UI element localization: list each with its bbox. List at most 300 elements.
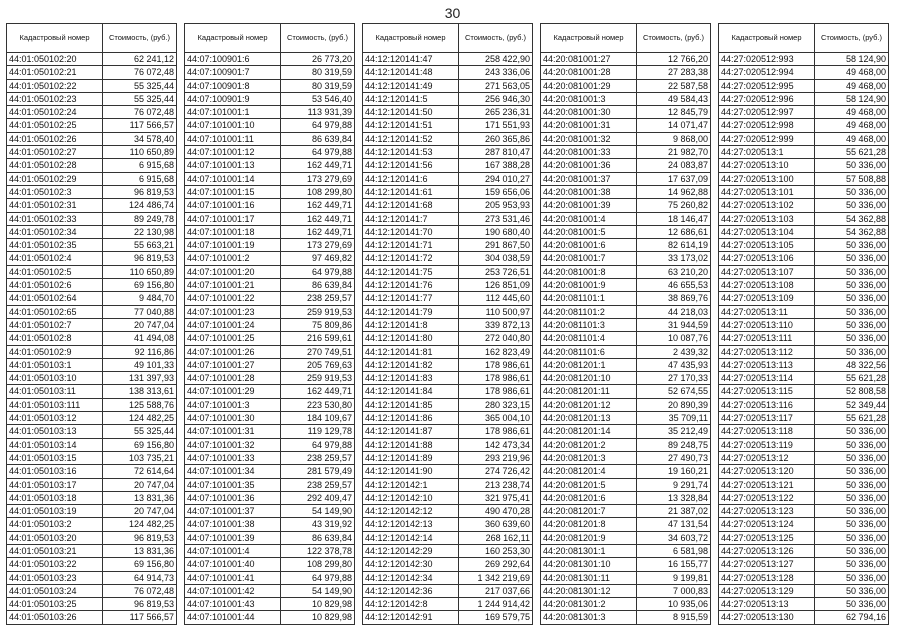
table-row — [541, 318, 711, 331]
header-cost: Стоимость, (руб.) — [103, 24, 177, 53]
table-row — [363, 185, 533, 198]
table-row — [363, 372, 533, 385]
cadastral-number-cell: 44:20:081001:39 — [541, 199, 637, 212]
cadastral-number-cell: 44:07:101001:13 — [185, 159, 281, 172]
cadastral-number-cell: 44:12:120141:87 — [363, 425, 459, 438]
cadastral-number-cell: 44:07:101001:22 — [185, 292, 281, 305]
table-row — [719, 53, 889, 66]
table-row — [7, 265, 177, 278]
table-row — [363, 159, 533, 172]
cost-cell: 162 449,71 — [281, 159, 355, 172]
cadastral-number-cell: 44:07:101001:43 — [185, 598, 281, 611]
cost-cell: 92 116,86 — [103, 345, 177, 358]
cost-cell: 50 336,00 — [815, 544, 889, 557]
cost-cell: 13 328,84 — [637, 491, 711, 504]
table-row — [541, 199, 711, 212]
table-row — [185, 146, 355, 159]
cadastral-number-cell: 44:12:120141:61 — [363, 185, 459, 198]
cadastral-number-cell: 44:20:081201:13 — [541, 412, 637, 425]
cadastral-number-cell: 44:12:120141:68 — [363, 199, 459, 212]
cadastral-number-cell: 44:01:050103:2 — [7, 518, 103, 531]
table-row — [185, 53, 355, 66]
table-row — [363, 212, 533, 225]
table-row — [719, 146, 889, 159]
cadastral-number-cell: 44:20:081101:2 — [541, 305, 637, 318]
cadastral-number-cell: 44:01:050103:20 — [7, 531, 103, 544]
table-row — [363, 558, 533, 571]
cost-cell: 291 867,50 — [459, 239, 533, 252]
cadastral-number-cell: 44:20:081201:7 — [541, 505, 637, 518]
table-row — [185, 79, 355, 92]
table-row — [719, 491, 889, 504]
cadastral-number-cell: 44:07:101001:12 — [185, 146, 281, 159]
cadastral-number-cell: 44:27:020513:100 — [719, 172, 815, 185]
cadastral-number-cell: 44:12:120142:29 — [363, 544, 459, 557]
cadastral-number-cell: 44:20:081101:1 — [541, 292, 637, 305]
cadastral-number-cell: 44:27:020513:125 — [719, 531, 815, 544]
cost-cell: 110 500,97 — [459, 305, 533, 318]
cadastral-number-cell: 44:27:020513:114 — [719, 372, 815, 385]
cadastral-number-cell: 44:12:120141:84 — [363, 385, 459, 398]
table-row — [541, 425, 711, 438]
cost-cell: 259 919,53 — [281, 305, 355, 318]
cadastral-number-cell: 44:27:020513:120 — [719, 465, 815, 478]
cadastral-number-cell: 44:01:050102:25 — [7, 119, 103, 132]
cadastral-number-cell: 44:01:050103:10 — [7, 372, 103, 385]
cadastral-number-cell: 44:01:050103:14 — [7, 438, 103, 451]
cost-cell: 49 584,43 — [637, 92, 711, 105]
header-cadastral-number: Кадастровый номер — [719, 24, 815, 53]
cadastral-number-cell: 44:27:020513:119 — [719, 438, 815, 451]
cadastral-number-cell: 44:20:081201:3 — [541, 451, 637, 464]
cadastral-number-cell: 44:07:101001:32 — [185, 438, 281, 451]
header-row — [7, 24, 177, 53]
cadastral-number-cell: 44:27:020513:10 — [719, 159, 815, 172]
header-row — [363, 24, 533, 53]
cost-cell: 321 975,41 — [459, 491, 533, 504]
cadastral-number-cell: 44:20:081301:3 — [541, 611, 637, 624]
cadastral-number-cell: 44:01:050102:29 — [7, 172, 103, 185]
table-row — [541, 252, 711, 265]
cost-cell: 131 397,93 — [103, 372, 177, 385]
table-row — [541, 544, 711, 557]
cost-cell: 55 325,44 — [103, 92, 177, 105]
cost-cell: 48 322,56 — [815, 358, 889, 371]
table-row — [363, 279, 533, 292]
cadastral-number-cell: 44:12:120141:48 — [363, 66, 459, 79]
table-row — [719, 79, 889, 92]
cadastral-number-cell: 44:12:120141:8 — [363, 318, 459, 331]
cadastral-number-cell: 44:12:120141:52 — [363, 132, 459, 145]
cost-cell: 50 336,00 — [815, 279, 889, 292]
cost-cell: 96 819,53 — [103, 598, 177, 611]
cadastral-number-cell: 44:27:020513:102 — [719, 199, 815, 212]
table-row — [363, 79, 533, 92]
cadastral-number-cell: 44:12:120141:50 — [363, 106, 459, 119]
cadastral-number-cell: 44:01:050102:64 — [7, 292, 103, 305]
table-row — [719, 318, 889, 331]
cadastral-number-cell: 44:27:020512:997 — [719, 106, 815, 119]
table-row — [185, 212, 355, 225]
table-row — [719, 451, 889, 464]
cost-cell: 10 829,98 — [281, 611, 355, 624]
table-row — [7, 571, 177, 584]
cadastral-number-cell: 44:12:120141:82 — [363, 358, 459, 371]
table-row — [185, 571, 355, 584]
cost-cell: 55 663,21 — [103, 239, 177, 252]
cadastral-number-cell: 44:12:120142:36 — [363, 584, 459, 597]
table-row — [185, 172, 355, 185]
table-row — [541, 185, 711, 198]
cost-cell: 62 241,12 — [103, 53, 177, 66]
cost-cell: 33 173,02 — [637, 252, 711, 265]
table-row — [185, 106, 355, 119]
header-row — [185, 24, 355, 53]
table-row — [7, 212, 177, 225]
cost-cell: 52 349,44 — [815, 398, 889, 411]
cost-cell: 50 336,00 — [815, 185, 889, 198]
cost-cell: 268 162,11 — [459, 531, 533, 544]
cadastral-number-cell: 44:20:081001:3 — [541, 92, 637, 105]
cadastral-number-cell: 44:12:120141:76 — [363, 279, 459, 292]
table-row — [7, 425, 177, 438]
cost-cell: 89 249,78 — [103, 212, 177, 225]
cadastral-number-cell: 44:07:101001:2 — [185, 252, 281, 265]
cost-cell: 103 735,21 — [103, 451, 177, 464]
cadastral-number-cell: 44:27:020513:123 — [719, 505, 815, 518]
table-row — [363, 119, 533, 132]
table-row — [7, 491, 177, 504]
table-row — [7, 478, 177, 491]
table-row — [719, 279, 889, 292]
cost-cell: 50 336,00 — [815, 239, 889, 252]
cost-cell: 53 546,40 — [281, 92, 355, 105]
cadastral-number-cell: 44:07:101001:39 — [185, 531, 281, 544]
cost-cell: 50 336,00 — [815, 531, 889, 544]
page-number: 30 — [444, 5, 461, 21]
cadastral-number-cell: 44:01:050102:26 — [7, 132, 103, 145]
table-row — [363, 425, 533, 438]
cost-cell: 27 283,38 — [637, 66, 711, 79]
cost-cell: 50 336,00 — [815, 345, 889, 358]
cadastral-number-cell: 44:01:050103:17 — [7, 478, 103, 491]
cadastral-number-cell: 44:07:101001:28 — [185, 372, 281, 385]
table-row — [7, 92, 177, 105]
cost-cell: 54 362,88 — [815, 225, 889, 238]
cadastral-number-cell: 44:12:120141:83 — [363, 372, 459, 385]
cost-cell: 6 581,98 — [637, 544, 711, 557]
table-row — [719, 66, 889, 79]
table-row — [541, 159, 711, 172]
table-row — [363, 265, 533, 278]
cadastral-number-cell: 44:01:050102:21 — [7, 66, 103, 79]
table-row — [541, 372, 711, 385]
cost-cell: 178 986,61 — [459, 385, 533, 398]
cost-cell: 44 218,03 — [637, 305, 711, 318]
cost-cell: 8 915,59 — [637, 611, 711, 624]
cadastral-number-cell: 44:20:081001:28 — [541, 66, 637, 79]
cadastral-number-cell: 44:01:050102:3 — [7, 185, 103, 198]
table-row — [185, 412, 355, 425]
cost-cell: 64 979,88 — [281, 438, 355, 451]
cadastral-number-cell: 44:07:101001:4 — [185, 544, 281, 557]
table-row — [541, 505, 711, 518]
table-row — [541, 225, 711, 238]
cost-cell: 26 773,20 — [281, 53, 355, 66]
cadastral-number-cell: 44:12:120142:8 — [363, 598, 459, 611]
table-row — [185, 239, 355, 252]
cost-cell: 270 749,51 — [281, 345, 355, 358]
cadastral-number-cell: 44:20:081301:12 — [541, 584, 637, 597]
cost-cell: 50 336,00 — [815, 598, 889, 611]
table-row — [185, 66, 355, 79]
cadastral-number-cell: 44:07:101001:35 — [185, 478, 281, 491]
cost-cell: 50 336,00 — [815, 571, 889, 584]
table-row — [185, 451, 355, 464]
table-row — [7, 531, 177, 544]
cost-cell: 293 219,96 — [459, 451, 533, 464]
cost-cell: 178 986,61 — [459, 425, 533, 438]
cost-cell: 9 291,74 — [637, 478, 711, 491]
cadastral-number-cell: 44:01:050103:15 — [7, 451, 103, 464]
table-row — [363, 225, 533, 238]
cost-cell: 96 819,53 — [103, 531, 177, 544]
cost-cell: 238 259,57 — [281, 478, 355, 491]
cadastral-number-cell: 44:27:020513:115 — [719, 385, 815, 398]
table-row — [185, 584, 355, 597]
cadastral-number-cell: 44:01:050102:35 — [7, 239, 103, 252]
cadastral-number-cell: 44:27:020513:11 — [719, 305, 815, 318]
table-row — [541, 332, 711, 345]
cost-cell: 10 829,98 — [281, 598, 355, 611]
table-row — [719, 558, 889, 571]
cadastral-number-cell: 44:01:050103:21 — [7, 544, 103, 557]
cadastral-number-cell: 44:20:081001:33 — [541, 146, 637, 159]
table-row — [363, 611, 533, 624]
table-row — [363, 172, 533, 185]
cadastral-number-cell: 44:20:081201:4 — [541, 465, 637, 478]
cost-cell: 260 365,86 — [459, 132, 533, 145]
cost-cell: 35 212,49 — [637, 425, 711, 438]
cost-cell: 13 831,36 — [103, 544, 177, 557]
cost-cell: 49 101,33 — [103, 358, 177, 371]
table-row — [185, 358, 355, 371]
table-row — [719, 185, 889, 198]
cost-cell: 124 482,25 — [103, 412, 177, 425]
cadastral-number-cell: 44:27:020513:110 — [719, 318, 815, 331]
cost-cell: 292 409,47 — [281, 491, 355, 504]
cost-cell: 238 259,57 — [281, 292, 355, 305]
table-row — [363, 358, 533, 371]
cadastral-number-cell: 44:01:050103:18 — [7, 491, 103, 504]
cadastral-number-cell: 44:01:050103:12 — [7, 412, 103, 425]
cadastral-number-cell: 44:01:050103:22 — [7, 558, 103, 571]
cost-cell: 49 468,00 — [815, 119, 889, 132]
table-row — [7, 305, 177, 318]
cadastral-number-cell: 44:20:081201:9 — [541, 531, 637, 544]
table-row — [541, 611, 711, 624]
table-row — [185, 292, 355, 305]
cost-cell: 21 387,02 — [637, 505, 711, 518]
table-row — [7, 252, 177, 265]
cadastral-number-cell: 44:20:081001:7 — [541, 252, 637, 265]
cadastral-number-cell: 44:12:120141:71 — [363, 239, 459, 252]
cost-cell: 14 071,47 — [637, 119, 711, 132]
cadastral-number-cell: 44:12:120141:70 — [363, 225, 459, 238]
table-row — [7, 279, 177, 292]
table-row — [363, 451, 533, 464]
cost-cell: 52 674,55 — [637, 385, 711, 398]
table-row — [541, 518, 711, 531]
cost-cell: 178 986,61 — [459, 358, 533, 371]
cost-cell: 27 170,33 — [637, 372, 711, 385]
cadastral-number-cell: 44:07:101001:15 — [185, 185, 281, 198]
cadastral-number-cell: 44:07:101001:33 — [185, 451, 281, 464]
cadastral-number-cell: 44:27:020513:1 — [719, 146, 815, 159]
cost-cell: 119 129,78 — [281, 425, 355, 438]
cost-cell: 50 336,00 — [815, 478, 889, 491]
cadastral-number-cell: 44:27:020513:109 — [719, 292, 815, 305]
table-row — [541, 106, 711, 119]
cost-cell: 72 614,64 — [103, 465, 177, 478]
table-row — [7, 584, 177, 597]
cadastral-number-cell: 44:12:120141:47 — [363, 53, 459, 66]
table-row — [7, 239, 177, 252]
tables-grid — [6, 23, 896, 638]
table-row — [185, 478, 355, 491]
cost-cell: 34 578,40 — [103, 132, 177, 145]
cost-cell: 50 336,00 — [815, 305, 889, 318]
cost-cell: 125 588,76 — [103, 398, 177, 411]
cost-cell: 24 083,87 — [637, 159, 711, 172]
cadastral-number-cell: 44:27:020512:995 — [719, 79, 815, 92]
cost-cell: 160 253,30 — [459, 544, 533, 557]
cadastral-number-cell: 44:20:081201:12 — [541, 398, 637, 411]
cadastral-number-cell: 44:27:020513:124 — [719, 518, 815, 531]
cost-cell: 490 470,28 — [459, 505, 533, 518]
cadastral-number-cell: 44:01:050102:27 — [7, 146, 103, 159]
cost-cell: 108 299,80 — [281, 558, 355, 571]
cadastral-number-cell: 44:27:020513:111 — [719, 332, 815, 345]
cadastral-number-cell: 44:07:100901:7 — [185, 66, 281, 79]
cadastral-number-cell: 44:20:081201:14 — [541, 425, 637, 438]
cost-cell: 35 709,11 — [637, 412, 711, 425]
table-row — [363, 318, 533, 331]
cadastral-number-cell: 44:27:020513:105 — [719, 239, 815, 252]
table-row — [541, 531, 711, 544]
table-row — [185, 185, 355, 198]
cadastral-number-cell: 44:27:020513:117 — [719, 412, 815, 425]
cadastral-number-cell: 44:12:120142:34 — [363, 571, 459, 584]
cadastral-number-cell: 44:20:081001:6 — [541, 239, 637, 252]
cost-cell: 86 639,84 — [281, 531, 355, 544]
cadastral-number-cell: 44:07:101001:14 — [185, 172, 281, 185]
table-row — [541, 239, 711, 252]
cadastral-table-4 — [540, 23, 711, 625]
cadastral-number-cell: 44:27:020513:106 — [719, 252, 815, 265]
cost-cell: 50 336,00 — [815, 199, 889, 212]
cadastral-number-cell: 44:20:081001:38 — [541, 185, 637, 198]
cadastral-number-cell: 44:20:081101:3 — [541, 318, 637, 331]
table-row — [719, 571, 889, 584]
table-row — [719, 119, 889, 132]
cadastral-number-cell: 44:01:050102:20 — [7, 53, 103, 66]
cadastral-number-cell: 44:01:050103:11 — [7, 385, 103, 398]
cadastral-number-cell: 44:20:081101:4 — [541, 332, 637, 345]
cost-cell: 80 319,59 — [281, 66, 355, 79]
cadastral-number-cell: 44:20:081001:4 — [541, 212, 637, 225]
table-row — [719, 505, 889, 518]
cadastral-number-cell: 44:07:101001:37 — [185, 505, 281, 518]
table-row — [719, 172, 889, 185]
cadastral-number-cell: 44:20:081001:30 — [541, 106, 637, 119]
cost-cell: 20 747,04 — [103, 478, 177, 491]
table-row — [7, 66, 177, 79]
cost-cell: 63 210,20 — [637, 265, 711, 278]
cost-cell: 213 238,74 — [459, 478, 533, 491]
cost-cell: 223 530,80 — [281, 398, 355, 411]
table-row — [719, 212, 889, 225]
cost-cell: 47 131,54 — [637, 518, 711, 531]
cadastral-number-cell: 44:12:120142:30 — [363, 558, 459, 571]
table-row — [541, 558, 711, 571]
cadastral-number-cell: 44:12:120141:88 — [363, 438, 459, 451]
table-row — [541, 292, 711, 305]
table-row — [7, 558, 177, 571]
cost-cell: 89 248,75 — [637, 438, 711, 451]
cost-cell: 159 656,06 — [459, 185, 533, 198]
cadastral-number-cell: 44:27:020513:101 — [719, 185, 815, 198]
cost-cell: 69 156,80 — [103, 438, 177, 451]
cost-cell: 27 490,73 — [637, 451, 711, 464]
header-cadastral-number: Кадастровый номер — [363, 24, 459, 53]
table-row — [541, 491, 711, 504]
cost-cell: 138 313,61 — [103, 385, 177, 398]
header-cadastral-number: Кадастровый номер — [7, 24, 103, 53]
cadastral-number-cell: 44:12:120141:89 — [363, 451, 459, 464]
table-row — [185, 332, 355, 345]
cadastral-number-cell: 44:12:120141:51 — [363, 119, 459, 132]
cadastral-number-cell: 44:12:120142:14 — [363, 531, 459, 544]
cost-cell: 108 299,80 — [281, 185, 355, 198]
cost-cell: 62 794,16 — [815, 611, 889, 624]
table-row — [719, 199, 889, 212]
table-row — [719, 398, 889, 411]
cadastral-number-cell: 44:27:020512:998 — [719, 119, 815, 132]
table-row — [719, 531, 889, 544]
cost-cell: 64 979,88 — [281, 146, 355, 159]
table-row — [719, 385, 889, 398]
cadastral-number-cell: 44:07:101001:1 — [185, 106, 281, 119]
table-row — [363, 518, 533, 531]
cost-cell: 269 292,64 — [459, 558, 533, 571]
table-row — [185, 225, 355, 238]
table-row — [541, 398, 711, 411]
header-cost: Стоимость, (руб.) — [637, 24, 711, 53]
cadastral-number-cell: 44:07:101001:25 — [185, 332, 281, 345]
table-row — [363, 465, 533, 478]
cost-cell: 64 979,88 — [281, 119, 355, 132]
table-row — [541, 92, 711, 105]
table-row — [541, 146, 711, 159]
cadastral-number-cell: 44:12:120141:79 — [363, 305, 459, 318]
cadastral-number-cell: 44:07:101001:29 — [185, 385, 281, 398]
cadastral-number-cell: 44:20:081201:1 — [541, 358, 637, 371]
cost-cell: 274 726,42 — [459, 465, 533, 478]
cadastral-number-cell: 44:27:020513:108 — [719, 279, 815, 292]
cost-cell: 294 010,27 — [459, 172, 533, 185]
cost-cell: 50 336,00 — [815, 451, 889, 464]
